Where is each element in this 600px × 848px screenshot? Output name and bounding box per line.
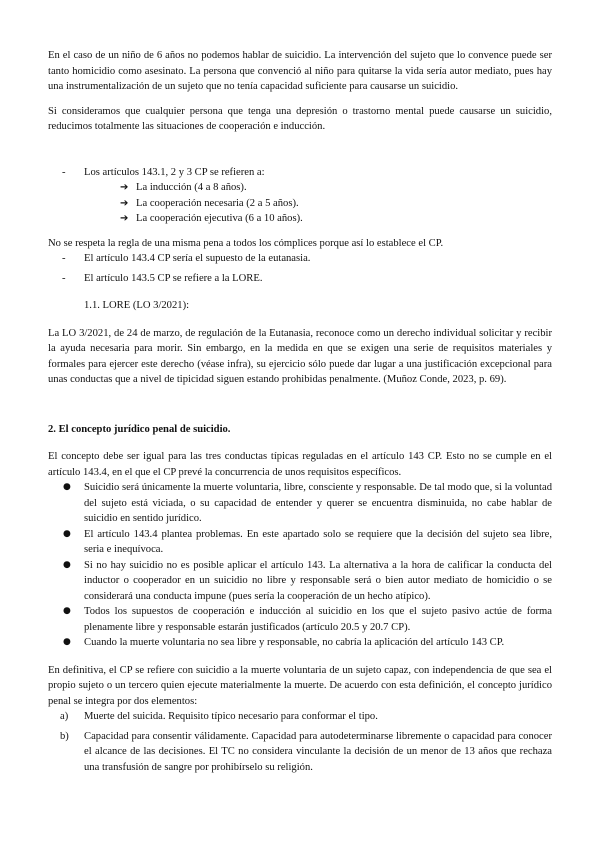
articles-list: [48, 165, 552, 181]
list-item: [48, 729, 552, 776]
alpha-marker: b): [60, 730, 69, 742]
articles-sublist: [48, 180, 552, 227]
elements-list: [48, 709, 552, 775]
subheading-lore: 1.1. LORE (LO 3/2021):: [84, 300, 190, 311]
lore-paragraph: La LO 3/2021, de 24 de marzo, de regulación de la Eutanasia, reconoce como un derecho individual solicitar y recibir la ayuda necesaria para morir. Sin embargo, en la medida en que se exigen una serie de requisitos materiales y formales para ejercer este derecho (véase infra), su ejercicio sólo puede dar lugar a una justificación excepcional para unas conductas que a nivel de tipicidad siguen estando prohibidas penalmente. (Muñoz Conde, 2023, p. 69).: [48, 327, 552, 385]
bullet-marker: ●: [63, 528, 71, 539]
rule-paragraph: No se respeta la regla de una misma pena a todos los cómplices porque así lo establece el CP.: [48, 237, 444, 249]
dash-marker: -: [62, 166, 66, 178]
list-item: [48, 635, 552, 651]
dash-marker: -: [62, 253, 66, 264]
bullet-text: Si no hay suicidio no es posible aplicar el artículo 143. La alternativa a la hora de calificar la conducta del inductor o cooperador en un suicidio no libre y responsable será o bien autor mediato de homicidio o se considerará una conducta impune (pues sería la cooperación de un hecho atípico).: [84, 559, 552, 602]
article-item-text: La cooperación ejecutiva (6 a 10 años).: [136, 213, 303, 224]
list-item: [48, 251, 552, 267]
element-text: Muerte del suicida. Requisito típico necesario para conformar el tipo.: [84, 711, 378, 722]
list-item: [48, 527, 552, 558]
list-item: [120, 196, 552, 212]
element-text: Capacidad para consentir válidamente. Capacidad para autodeterminarse libremente o capacidad para conocer el alcance de las decisiones. El TC no considera vinculante la decisión de un menor de 13 años que rechaza una transfusión de sangre por prohibírselo su religión.: [84, 730, 552, 773]
suicide-bullets: [48, 480, 552, 651]
articles-block: [48, 165, 552, 227]
arrow-right-icon: ➔: [120, 213, 129, 224]
article-item-text: La inducción (4 a 8 años).: [136, 182, 247, 193]
list-item: [48, 709, 552, 725]
list-item: [48, 558, 552, 605]
bullet-text: Suicidio será únicamente la muerte voluntaria, libre, consciente y responsable. De tal modo que, si la voluntad del sujeto está viciada, o su capacidad de entender y querer se encuentra disminuida, no cabe hablar de suicidio en sentido jurídico.: [84, 482, 552, 524]
arrow-right-icon: ➔: [120, 182, 129, 193]
bullet-marker: ●: [63, 559, 71, 570]
alpha-marker: a): [60, 711, 69, 722]
article-item-text: La cooperación necesaria (2 a 5 años).: [136, 197, 299, 209]
intro-paragraph-1: En el caso de un niño de 6 años no podemos hablar de suicidio. La intervención del sujeto que lo convence puede ser tanto homicidio como asesinato. La persona que convenció al niño para quitarse la vida sería autor mediato, pues hay una instrumentalización de un sujeto que no tenía capacidad suficiente para causarse un suicidio.: [48, 50, 552, 92]
document-page: [48, 48, 552, 775]
conclusion-paragraph: En definitiva, el CP se refiere con suicidio a la muerte voluntaria de un sujeto capaz, con independencia de que sea el propio sujeto o un tercero quien ejecute materialmente la muerte. De acuerdo con esta definición, el concepto jurídico penal se integra por dos elementos:: [48, 664, 552, 707]
list-item: [48, 165, 552, 181]
list-item: [120, 180, 552, 196]
section-heading: 2. El concepto jurídico penal de suicidio.: [48, 423, 231, 435]
list-item: [48, 480, 552, 527]
list-item: [120, 211, 552, 227]
intro-paragraph-2: Si consideramos que cualquier persona que tenga una depresión o trastorno mental puede causarse un suicidio, reducimos totalmente las situaciones de cooperación e inducción.: [48, 105, 552, 132]
bullet-text: Todos los supuestos de cooperación e inducción al suicidio en los que el sujeto pasivo actúe de forma plenamente libre y responsable estarán justificados (artículo 20.5 y 20.7 CP).: [84, 606, 552, 633]
articles-lead: Los artículos 143.1, 2 y 3 CP se refieren a:: [84, 166, 265, 178]
bullet-text: Cuando la muerte voluntaria no sea libre y responsable, no cabría la aplicación del artículo 143 CP.: [84, 637, 505, 648]
euthanasia-item-text: El artículo 143.5 CP se refiere a la LORE.: [84, 272, 263, 284]
bullet-marker: ●: [63, 637, 71, 647]
list-item: [48, 604, 552, 635]
section-intro: El concepto debe ser igual para las tres conductas típicas reguladas en el artículo 143 CP. Esto no se cumple en el artículo 143.4, en el que el CP prevé la concurrencia de unos requisitos específicos.: [48, 451, 552, 478]
euthanasia-list: [48, 251, 552, 286]
dash-marker: -: [62, 272, 66, 284]
bullet-marker: ●: [63, 482, 71, 492]
arrow-right-icon: ➔: [120, 197, 129, 209]
euthanasia-item-text: El artículo 143.4 CP sería el supuesto de la eutanasia.: [84, 253, 311, 264]
bullet-marker: ●: [63, 606, 71, 616]
bullet-text: El artículo 143.4 plantea problemas. En este apartado solo se requiere que la decisión del sujeto sea libre, seria e inequívoca.: [84, 528, 552, 555]
list-item: [48, 271, 552, 287]
